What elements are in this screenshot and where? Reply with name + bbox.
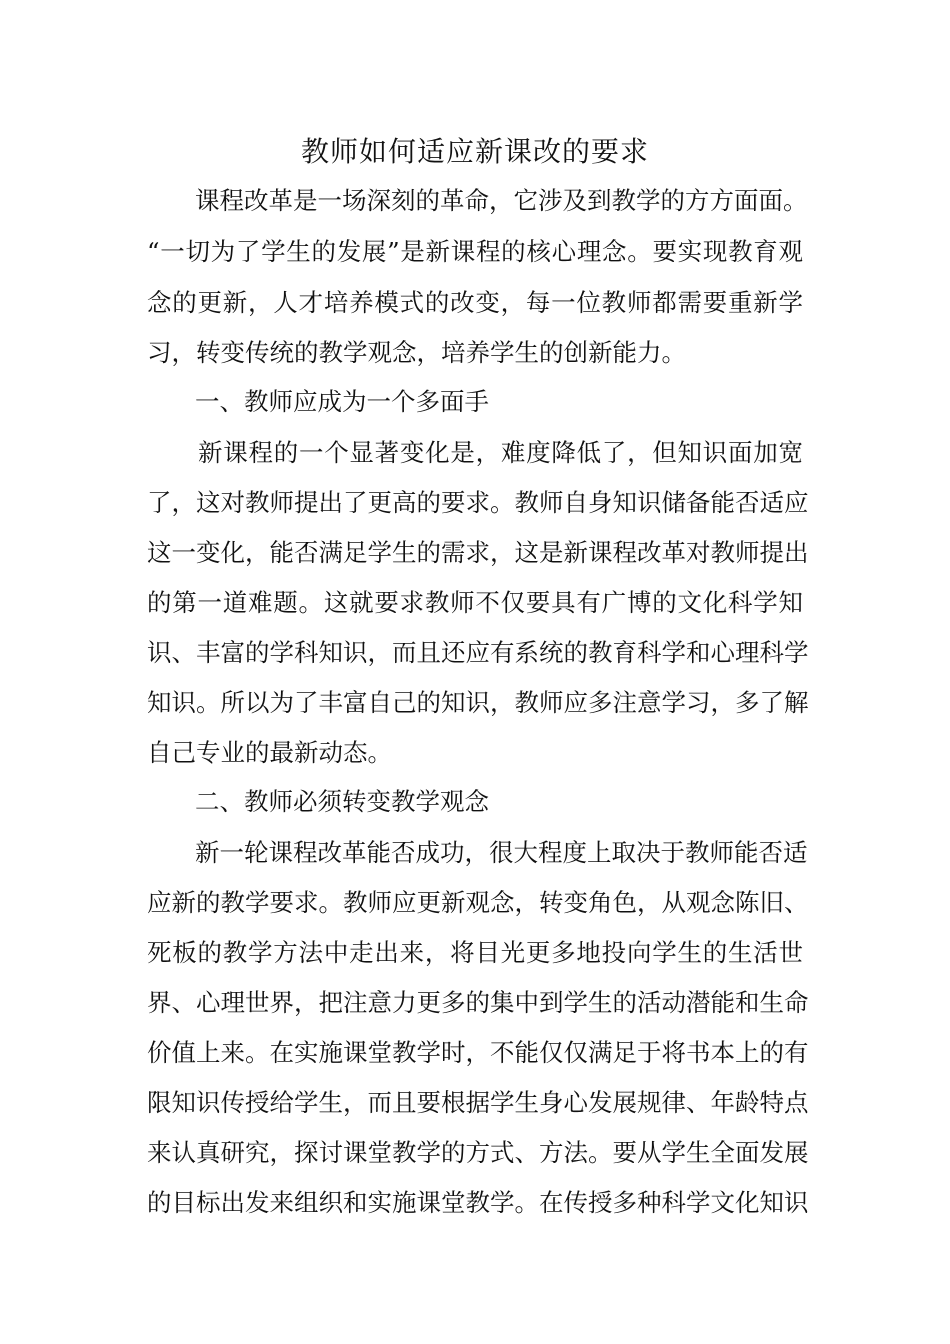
- body-line: 价值上来。在实施课堂教学时，不能仅仅满足于将书本上的有: [147, 1038, 809, 1067]
- section-heading: 一、教师应成为一个多面手: [195, 387, 489, 416]
- body-line: 的目标出发来组织和实施课堂教学。在传授多种科学文化知识: [147, 1188, 809, 1217]
- body-line: 死板的教学方法中走出来，将目光更多地投向学生的生活世: [147, 938, 803, 967]
- body-line: 新一轮课程改革能否成功，很大程度上取决于教师能否适: [195, 838, 808, 867]
- body-line: 知识。所以为了丰富自己的知识，教师应多注意学习，多了解: [147, 688, 809, 717]
- body-line: 来认真研究，探讨课堂教学的方式、方法。要从学生全面发展: [147, 1138, 809, 1167]
- document-title: 教师如何适应新课改的要求: [300, 135, 649, 168]
- body-line: 应新的教学要求。教师应更新观念，转变角色，从观念陈旧、: [147, 888, 809, 917]
- body-line: 新课程的一个显著变化是，难度降低了，但知识面加宽: [198, 438, 803, 467]
- body-line: 了，这对教师提出了更高的要求。教师自身知识储备能否适应: [147, 488, 809, 517]
- body-line: 识、丰富的学科知识，而且还应有系统的教育科学和心理科学: [147, 638, 809, 667]
- body-line: 课程改革是一场深刻的革命，它涉及到教学的方方面面。: [195, 186, 808, 215]
- body-line: 念的更新，人才培养模式的改变，每一位教师都需要重新学: [147, 288, 803, 317]
- body-line: 限知识传授给学生，而且要根据学生身心发展规律、年龄特点: [147, 1088, 809, 1117]
- body-line: 自己专业的最新动态。: [147, 738, 392, 767]
- section-heading: 二、教师必须转变教学观念: [195, 787, 489, 816]
- body-line: 的第一道难题。这就要求教师不仅要具有广博的文化科学知: [147, 588, 803, 617]
- body-line: 这一变化，能否满足学生的需求，这是新课程改革对教师提出: [147, 538, 809, 567]
- body-line: “一切为了学生的发展”是新课程的核心理念。要实现教育观: [147, 237, 803, 266]
- body-line: 习，转变传统的教学观念，培养学生的创新能力。: [147, 338, 686, 367]
- body-line: 界、心理世界，把注意力更多的集中到学生的活动潜能和生命: [147, 988, 809, 1017]
